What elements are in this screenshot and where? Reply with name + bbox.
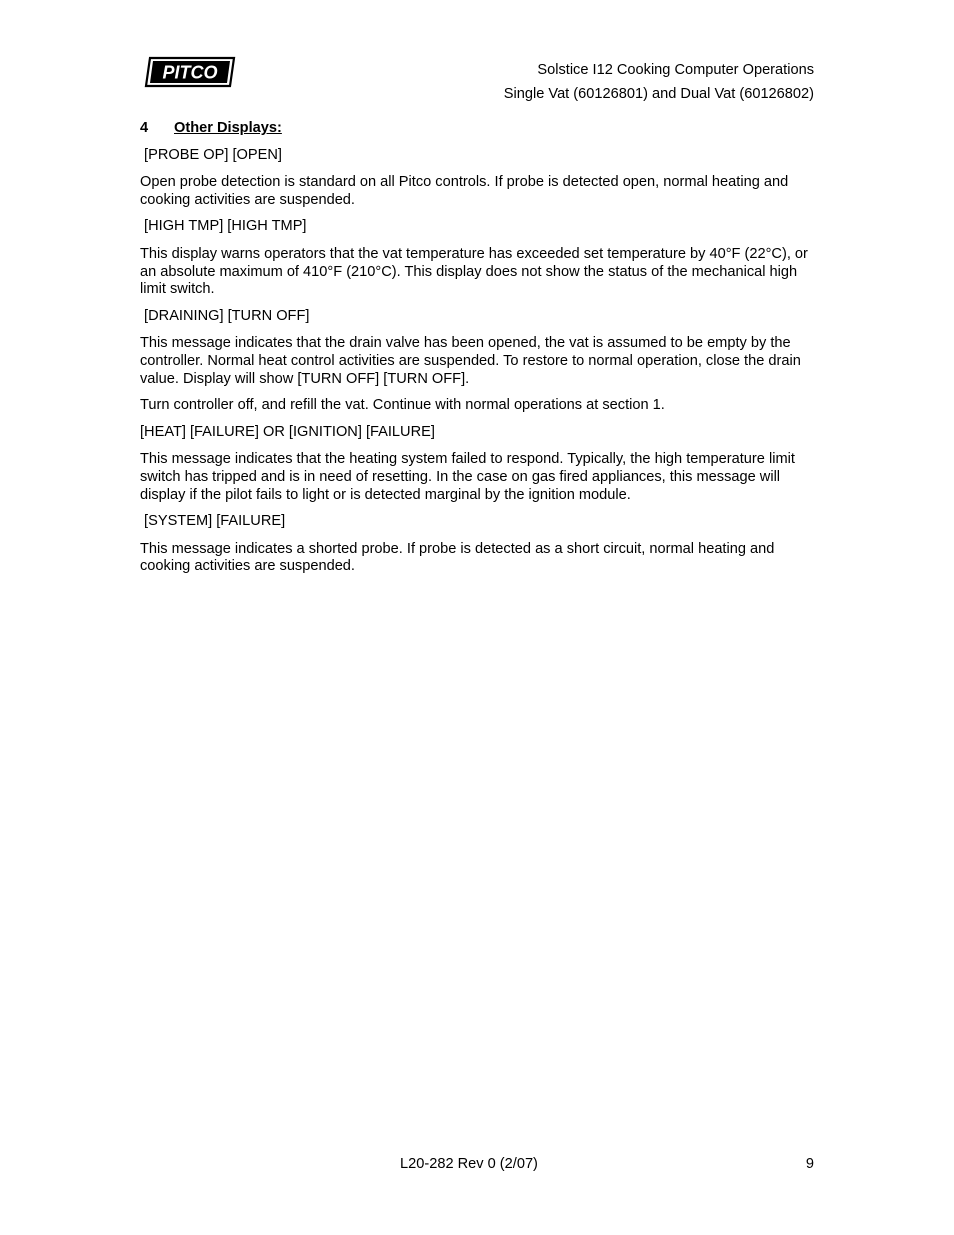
high-tmp-description: This display warns operators that the vat temperature has exceeded set temperature by 40°F (22°C), or an absolute maximum of 410°F (210°C). This display does not show the status of the mechanical high limit switch. <box>140 245 808 298</box>
footer-document-id: L20-282 Rev 0 (2/07) <box>400 1156 538 1172</box>
draining-label: [DRAINING] [TURN OFF] <box>140 307 310 324</box>
section-title: Other Displays: <box>174 120 282 136</box>
logo-text: PITCO <box>162 62 218 83</box>
main-content <box>140 120 820 585</box>
probe-op-description: Open probe detection is standard on all Pitco controls. If probe is detected open, normal heating and cooking activities are suspended. <box>140 174 789 208</box>
draining-instructions: Turn controller off, and refill the vat. Continue with normal operations at section 1. <box>140 397 665 414</box>
heat-failure-label: [HEAT] [FAILURE] OR [IGNITION] [FAILURE] <box>140 423 435 440</box>
header-title-line-2: Single Vat (60126801) and Dual Vat (60126802) <box>503 86 814 102</box>
page-number: 9 <box>805 1156 814 1172</box>
draining-description: This message indicates that the drain valve has been opened, the vat is assumed to be empty by the controller. Normal heat control activities are suspended. To restore to normal operation, close the drain value. Display will show [TURN OFF] [TURN OFF]. <box>140 335 801 387</box>
section-number: 4 <box>140 120 149 136</box>
document-header <box>504 58 814 106</box>
section-heading <box>140 120 820 138</box>
probe-op-label: [PROBE OP] [OPEN] <box>140 146 282 163</box>
header-title-line-1: Solstice I12 Cooking Computer Operations <box>537 62 814 78</box>
high-tmp-label: [HIGH TMP] [HIGH TMP] <box>140 218 307 235</box>
system-failure-label: [SYSTEM] [FAILURE] <box>140 513 286 530</box>
heat-failure-description: This message indicates that the heating system failed to respond. Typically, the high temperature limit switch has tripped and is in need of resetting. In the case on gas fired appliances, this message will display if the pilot fails to light or is detected marginal by the ignition module. <box>140 451 795 503</box>
pitco-logo <box>144 56 236 88</box>
system-failure-description: This message indicates a shorted probe. If probe is detected as a short circuit, normal heating and cooking activities are suspended. <box>140 540 775 575</box>
